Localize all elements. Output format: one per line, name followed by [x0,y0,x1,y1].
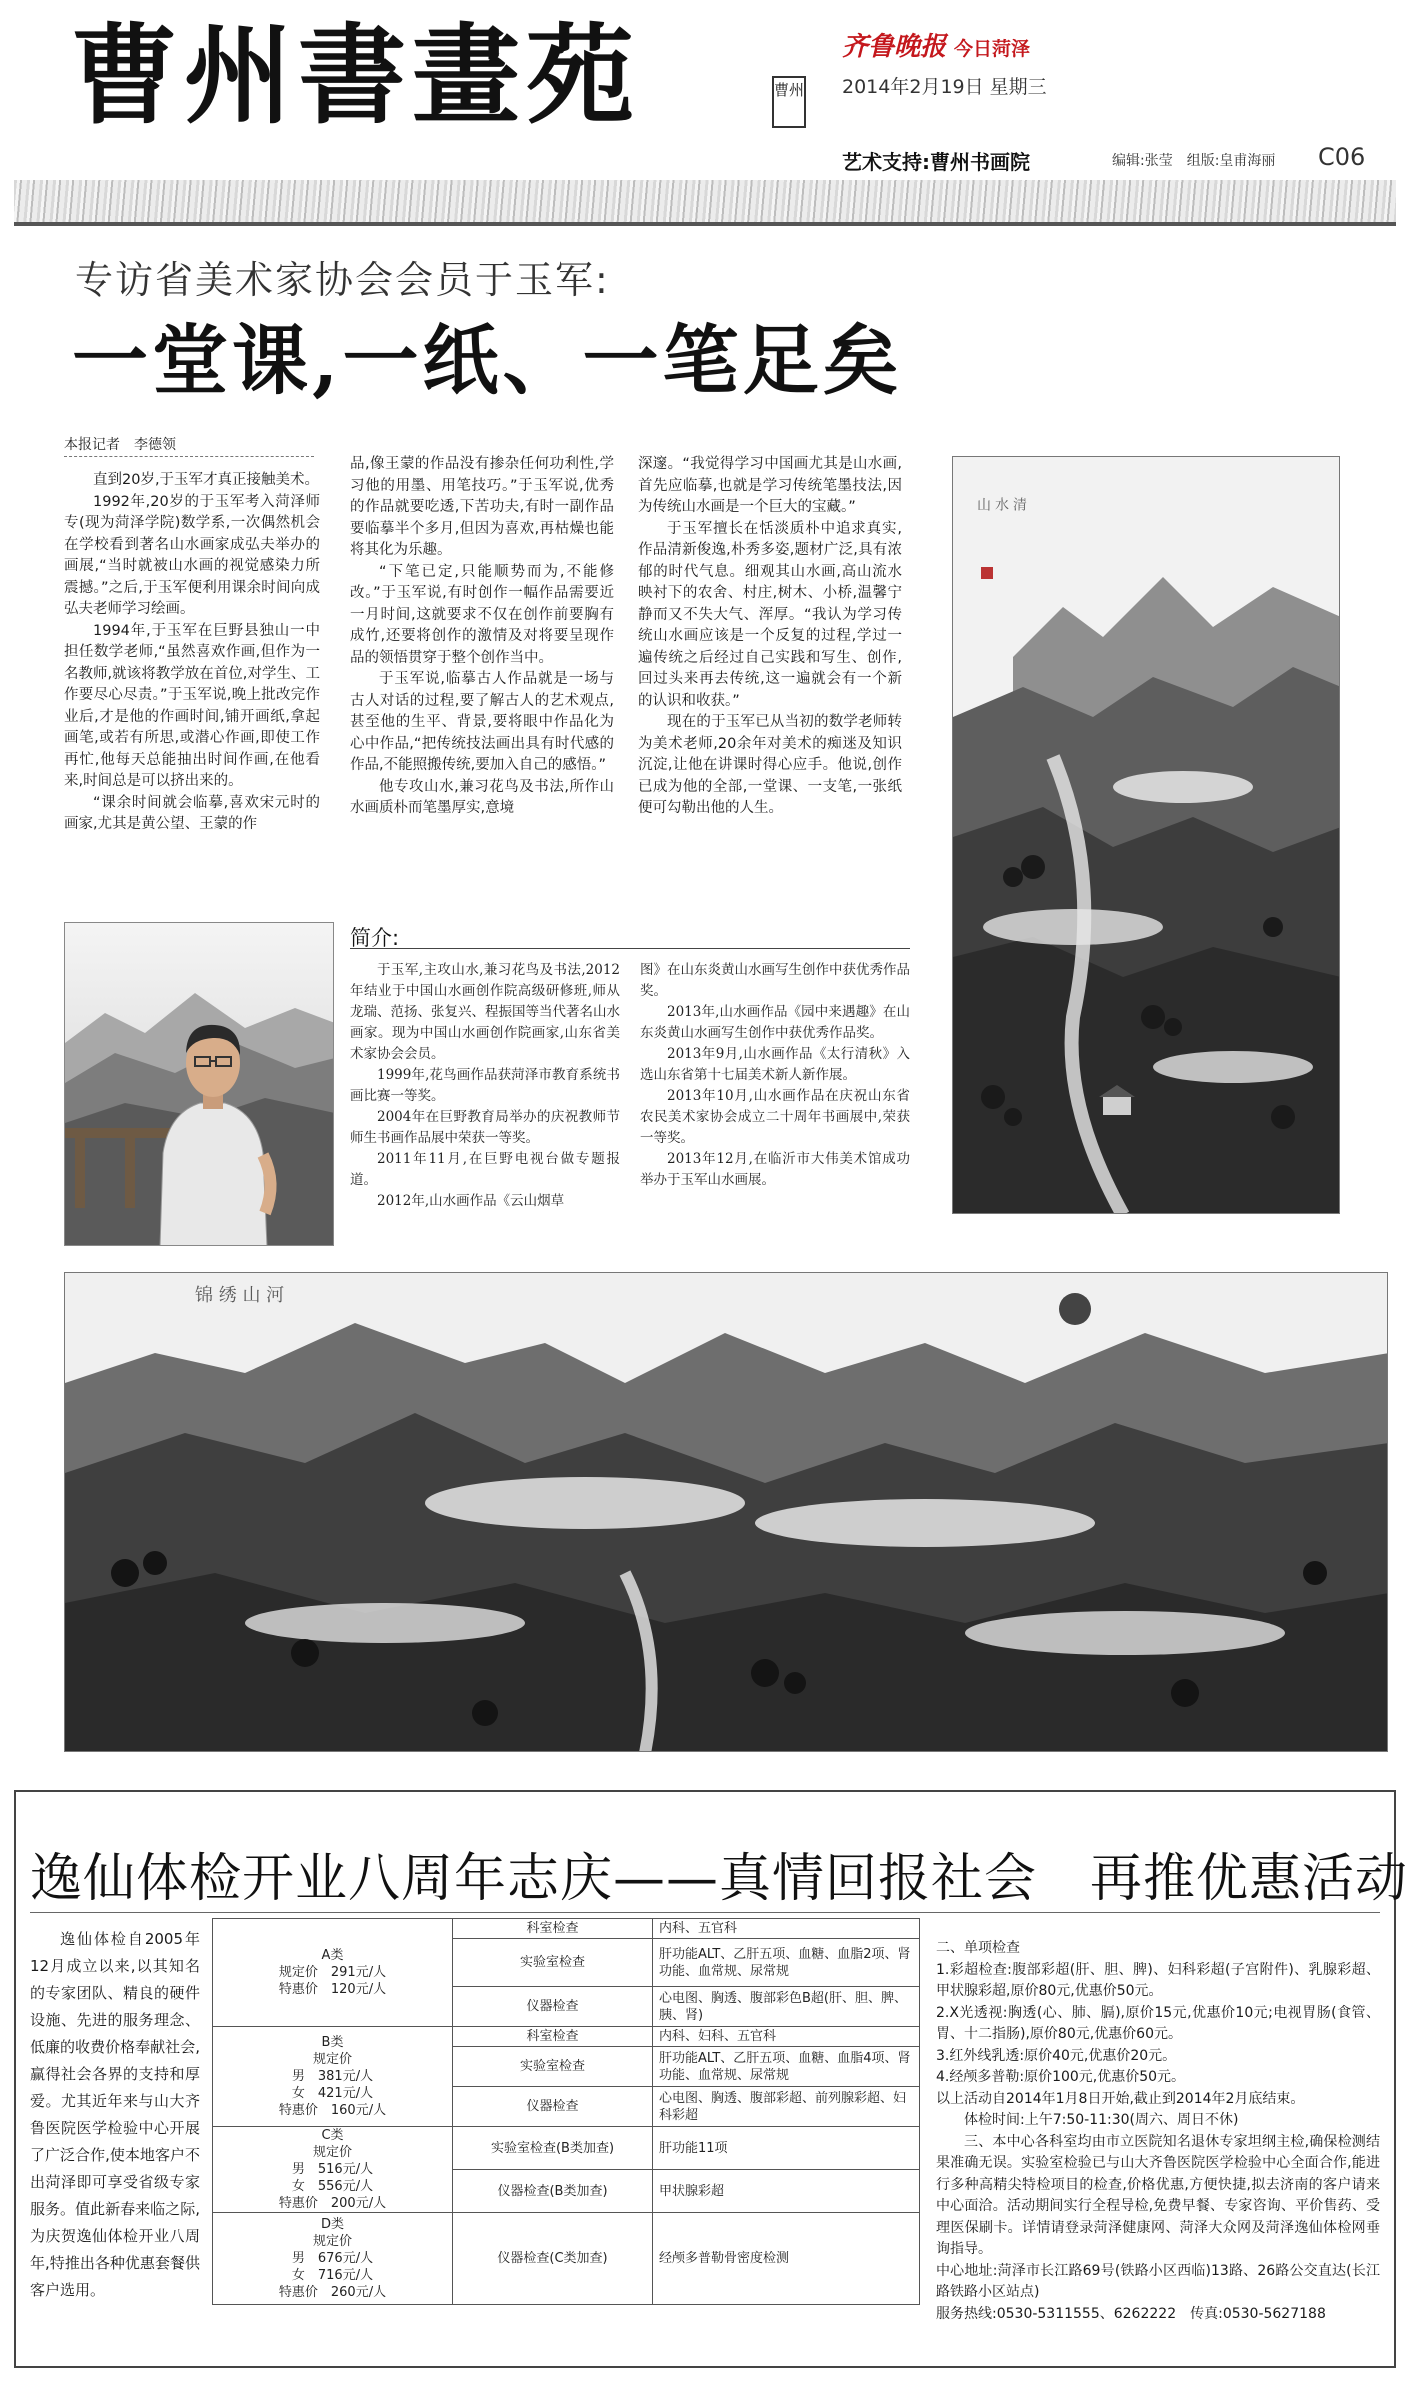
category-cell: 实验室检查 [453,1939,653,1987]
package-price: 规定价 [312,2234,352,2249]
byline: 本报记者 李德领 [64,437,176,453]
items-cell: 肝功能ALT、乙肝五项、血糖、血脂2项、肾功能、血常规、尿常规 [653,1939,920,1987]
paragraph: 1992年,20岁的于玉军考入菏泽师专(现为菏泽学院)数学系,一次偶然机会在学校看到著名山水画家成弘夫举办的画展,“当时就被山水画的视觉感染力所震撼。”之后,于玉军便利用课余时间向成弘夫老师学习绘画。 [64,493,320,617]
package-table [212,1918,920,2305]
package-price: 男 516元/人 [291,2162,374,2177]
package-price: 男 381元/人 [291,2069,374,2084]
article-column-1 [64,470,320,890]
package-name: B类 [321,2035,344,2050]
package-price: 特惠价 260元/人 [278,2285,387,2300]
package-price: 男 676元/人 [291,2251,374,2266]
package-price: 女 716元/人 [291,2268,374,2283]
package-name: C类 [321,2128,344,2143]
items-cell: 内科、五官科 [653,1919,920,1939]
package-price: 特惠价 120元/人 [278,1982,387,1997]
package-name: A类 [321,1948,344,1963]
package-price: 特惠价 160元/人 [278,2103,387,2118]
single-check-item: 2.X光透视:胸透(心、肺、膈),原价15元,优惠价10元;电视胃肠(食管、胃、十二指肠),原价80元,优惠价60元。 [936,2004,1380,2042]
masthead-title: 曹州書畫苑 [70,13,641,139]
issue-date-text: 2014年2月19日 [842,76,984,98]
category-cell: 科室检查 [453,1919,653,1939]
byline-divider [64,456,314,457]
category-cell: 实验室检查(B类加查) [453,2127,653,2170]
ad-details [936,1938,1380,2325]
paragraph: 于玉军擅长在恬淡质朴中追求真实,作品清新俊逸,朴秀多姿,题材广泛,具有浓郁的时代气息。细观其山水画,高山流水映衬下的农舍、村庄,树木、小桥,温馨宁静而又不失大气、浑厚。“我认为学习传统山水画应该是一个反复的过程,学过一遍传统之后经过自己实践和写生、创作,回过头来再去传统,这一遍就会有一个新的认识和收获。” [638,520,902,709]
art-support: 艺术支持:曹州书画院 [842,150,1030,174]
bio-paragraph: 2013年9月,山水画作品《太行清秋》入选山东省第十七届美术新人新作展。 [640,1046,910,1083]
center-address: 中心地址:菏泽市长江路69号(铁路小区西临)13路、26路公交直达(长江路铁路小区站点) [936,2262,1380,2300]
masthead-band [14,180,1396,226]
svg-text:水: 水 [993,497,1009,511]
items-cell: 肝功能ALT、乙肝五项、血糖、血脂4项、肾功能、血常规、尿常规 [653,2047,920,2087]
package-price: 规定价 [312,2052,352,2067]
issue-date [842,72,1047,99]
items-cell: 内科、妇科、五官科 [653,2027,920,2047]
artist-photo [64,922,334,1246]
package-name: D类 [320,2217,344,2232]
vertical-painting-image [953,457,1340,1214]
package-cell [213,2027,453,2127]
table-row [213,1919,920,1939]
package-price: 女 556元/人 [291,2179,374,2194]
category-cell: 仪器检查 [453,2087,653,2127]
items-cell: 心电图、胸透、腹部彩超、前列腺彩超、妇科彩超 [653,2087,920,2127]
category-cell: 仪器检查(C类加查) [453,2213,653,2305]
ad-intro-text: 逸仙体检自2005年12月成立以来,以其知名的专家团队、精良的硬件设施、先进的服务理念、低廉的收费价格奉献社会,赢得社会各界的支持和厚爱。尤其近年来与山大齐鲁医院医学检验中心开展了广泛合作,使本地客户不出菏泽即可享受省级专家服务。值此新春来临之际,为庆贺逸仙体检开业八周年,特推出各种优惠套餐供客户选用。 [30,1930,200,2299]
single-check-item: 1.彩超检查:腹部彩超(肝、胆、脾)、妇科彩超(子宫附件)、乳腺彩超、甲状腺彩超,原价80元,优惠价50元。 [936,1961,1380,1999]
category-cell: 仪器检查 [453,1987,653,2027]
article-column-2 [350,454,614,890]
panorama-painting-image [65,1273,1388,1752]
article-title: 一堂课,一纸、一笔足矣 [72,316,903,405]
package-cell [213,2213,453,2305]
svg-text:清: 清 [1011,497,1027,511]
bio-paragraph: 2012年,山水画作品《云山烟草 [377,1193,565,1209]
paragraph: 直到20岁,于玉军才真正接触美术。 [93,472,320,488]
category-cell: 仪器检查(B类加查) [453,2170,653,2213]
promo-period: 以上活动自2014年1月8日开始,截止到2014年2月底结束。 [936,2090,1305,2107]
page-number: C06 [1318,143,1366,171]
category-cell: 实验室检查 [453,2047,653,2087]
items-cell: 心电图、胸透、腹部彩色B超(肝、胆、脾、胰、肾) [653,1987,920,2027]
category-cell: 科室检查 [453,2027,653,2047]
paragraph: 深邃。“我觉得学习中国画尤其是山水画,首先应临摹,也就是学习传统笔墨技法,因为传统山水画是一个巨大的宝藏。” [638,456,902,515]
paragraph: 他专攻山水,兼习花鸟及书法,所作山水画质朴而笔墨厚实,意境 [350,778,614,816]
package-price: 特惠价 200元/人 [278,2196,387,2211]
single-check-item: 3.红外线乳透:原价40元,优惠价20元。 [936,2047,1177,2064]
items-cell: 经颅多普勒骨密度检测 [653,2213,920,2305]
package-cell [213,1919,453,2027]
panorama-landscape-painting [64,1272,1388,1752]
bio-paragraph: 2013年10月,山水画作品在庆祝山东省农民美术家协会成立二十周年书画展中,荣获一等奖。 [640,1088,910,1146]
paragraph: 1994年,于玉军在巨野县独山一中担任数学老师,“虽然喜欢作画,但作为一名教师,就该将教学放在首位,对学生、工作要尽心尽责。”于玉军说,晚上批改完作业后,才是他的作画时间,铺开画纸,拿起画笔,或若有所思,或潜心作画,即使工作再忙,他每天总能抽出时间作画,在他看来,时间总是可以挤出来的。 [64,622,320,789]
ad-divider [30,1912,1380,1913]
bio-paragraph: 于玉军,主攻山水,兼习花鸟及书法,2012年结业于中国山水画创作院高级研修班,师从龙瑞、范扬、张复兴、程振国等当代著名山水画家。现为中国山水画创作院画家,山东省美术家协会会员。 [350,962,620,1062]
svg-text:山: 山 [975,497,991,511]
package-price: 规定价 291元/人 [278,1965,387,1980]
table-row [213,2127,920,2170]
table-row [213,2027,920,2047]
newspaper-edition-tag: 今日菏泽 [954,38,1031,60]
bio-paragraph: 2013年12月,在临沂市大伟美术馆成功举办于玉军山水画展。 [640,1151,910,1188]
paragraph: 于玉军说,临摹古人作品就是一场与古人对话的过程,要了解古人的艺术观点,甚至他的生平、背景,要将眼中作品化为心中作品,“把传统技法画出具有时代感的作品,不能照搬传统,要加入自己的感悟。” [350,671,614,773]
bio-column-1 [350,960,620,1260]
vertical-landscape-painting [952,456,1340,1214]
section-three: 三、本中心各科室均由市立医院知名退休专家坦纲主检,确保检测结果准确无误。实验室检验已与山大齐鲁医院医学检验中心全面合作,能进行多种高精尖特检项目的检查,价格优惠,方便快捷,拟去济南的客户请来中心面洽。活动期间实行全程导检,免费早餐、专家咨询、平价售药、受理医保刷卡。详情请登录菏泽健康网、菏泽大众网及菏泽逸仙体检网垂询指导。 [936,2133,1380,2257]
items-cell: 肝功能11项 [653,2127,920,2170]
newspaper-name-text: 齐鲁晚报 [842,32,947,62]
items-cell: 甲状腺彩超 [653,2170,920,2213]
bio-heading: 简介: [350,926,400,950]
bio-divider [350,948,910,949]
paragraph: 现在的于玉军已从当初的数学老师转为美术老师,20余年对美术的痴迷及知识沉淀,让他在讲课时得心应手。他说,创作已成为他的全部,一堂课、一支笔,一张纸便可勾勒出他的人生。 [638,714,902,816]
newspaper-name [842,26,1030,63]
bio-paragraph: 2013年,山水画作品《园中来遇趣》在山东炎黄山水画写生创作中获优秀作品奖。 [640,1004,910,1041]
bio-column-2 [640,960,910,1260]
package-price: 规定价 [312,2145,352,2160]
single-check-heading: 二、单项检查 [936,1940,1020,1956]
bio-paragraph: 2004年在巨野教育局举办的庆祝教师节师生书画作品展中荣获一等奖。 [350,1109,620,1146]
service-phone: 服务热线:0530-5311555、6262222 传真:0530-5627188 [936,2305,1326,2322]
article-column-3 [638,454,902,890]
ad-title: 逸仙体检开业八周年志庆——真情回报社会 再推优惠活动 [30,1849,1409,1909]
artist-photo-image [65,923,334,1246]
ad-intro [30,1926,200,2304]
package-cell [213,2127,453,2213]
bio-paragraph: 图》在山东炎黄山水画写生创作中获优秀作品奖。 [640,962,910,999]
package-price: 女 421元/人 [291,2086,374,2101]
paragraph: “课余时间就会临摹,喜欢宋元时的画家,尤其是黄公望、王蒙的作 [64,794,320,832]
editors-credit: 编辑:张莹 组版:皇甫海丽 [1112,153,1276,169]
bio-paragraph: 1999年,花鸟画作品获菏泽市教育系统书画比赛一等奖。 [350,1067,620,1104]
article-subtitle: 专访省美术家协会会员于玉军: [75,258,610,302]
paragraph: 品,像王蒙的作品没有掺杂任何功利性,学习他的用墨、用笔技巧。”于玉军说,优秀的作品就要吃透,下苦功夫,有时一副作品要临摹半个多月,但因为喜欢,再枯燥也能将其化为乐趣。 [350,456,614,558]
bio-paragraph: 2011年11月,在巨野电视台做专题报道。 [350,1151,620,1188]
service-hours: 体检时间:上午7:50-11:30(周六、周日不休) [964,2112,1239,2128]
single-check-item: 4.经颅多普勒:原价100元,优惠价50元。 [936,2069,1186,2085]
svg-text:锦 绣 山 河: 锦 绣 山 河 [195,1285,285,1306]
masthead-seal: 曹州 [772,76,806,128]
table-row [213,2213,920,2305]
issue-weekday: 星期三 [989,76,1047,98]
paragraph: “下笔已定,只能顺势而为,不能修改。”于玉军说,有时创作一幅作品需要近一月时间,这就要求不仅在创作前要胸有成竹,还要将创作的激情及对将要呈现作品的领悟贯穿于整个创作当中。 [350,563,614,666]
